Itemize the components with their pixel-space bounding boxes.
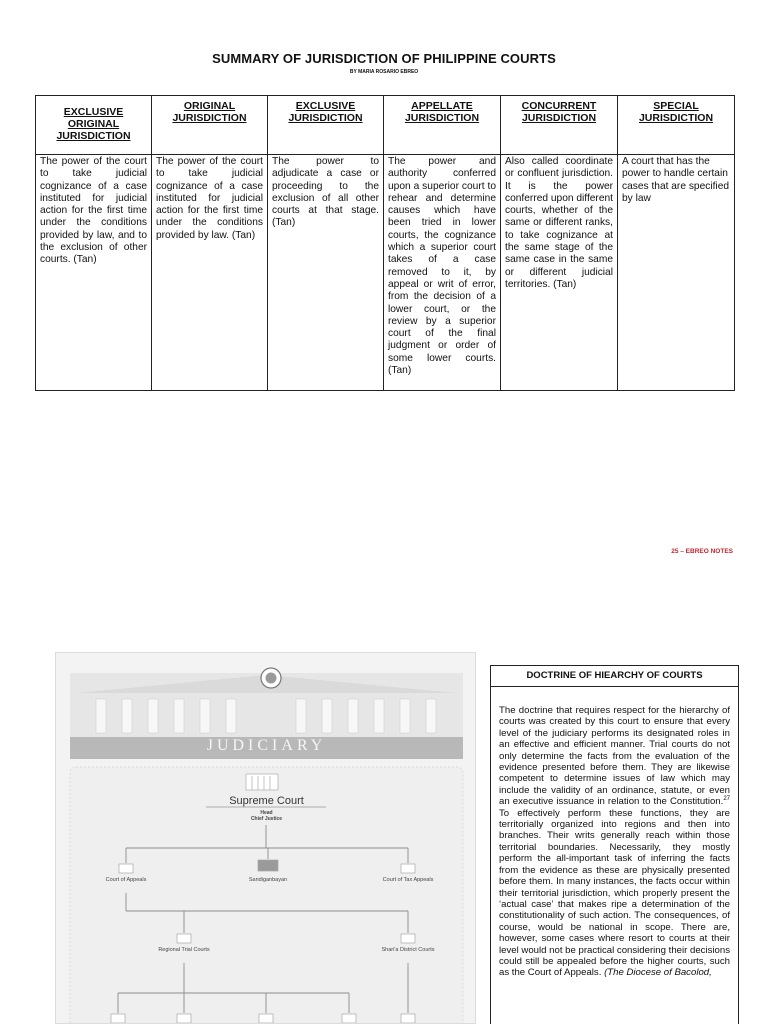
judiciary-banner: JUDICIARY bbox=[206, 737, 327, 754]
doctrine-title: DOCTRINE OF HIEARCHY OF COURTS bbox=[491, 666, 738, 687]
cell-appellate: The power and authority conferred upon a superior court to rehear and determine causes which have been tried in lower courts, the cognizance which a superior court takes of a case removed to it, by appeal or writ of error, from the decision of a lower court, or the review by a superior court of the final judgment or order of some lower courts. (Tan) bbox=[384, 155, 501, 391]
jurisdiction-table bbox=[35, 95, 735, 391]
sandiganbayan-label: Sandiganbayan bbox=[248, 877, 288, 883]
doctrine-text-part2: To effectively perform these functions, they are territorially organized into regions and then into branches. Their writs generally reach within those territorial boundaries. Necessarily, they mostly perform the all-important task of inferring the facts from the evidence as these are physically presented before them. In many instances, the facts occur within their territorial jurisdiction, which properly present the ‘actual case’ that makes ripe a determination of the constitutionality of such action. The consequences, of course, would be national in scope. There are, however, some cases where resort to courts at their level would not be practical considering their decisions could still be appealed before the higher courts, such as the Court of Appeals. bbox=[499, 807, 730, 979]
chief-justice-label: Chief Justice bbox=[250, 816, 283, 822]
court-of-tax-appeals-icon bbox=[401, 864, 415, 873]
court-of-appeals-icon bbox=[119, 864, 133, 873]
page-footer-note: 25 – EBREO NOTES bbox=[671, 548, 733, 555]
sharia-district-courts-icon bbox=[401, 934, 415, 943]
supreme-court-icon bbox=[246, 774, 278, 790]
sandiganbayan-icon bbox=[258, 860, 278, 871]
page-byline: BY MARIA ROSARIO EBREO bbox=[349, 69, 419, 75]
cell-special: A court that has the power to handle certain cases that are specified by law bbox=[618, 155, 735, 391]
doctrine-citation: (The Diocese of Bacolod, bbox=[604, 967, 712, 979]
table-header-row bbox=[36, 96, 735, 155]
header-exclusive: EXCLUSIVE JURISDICTION bbox=[268, 96, 384, 155]
head-label: Head bbox=[260, 810, 273, 816]
court-of-appeals-label: Court of Appeals bbox=[105, 877, 147, 883]
header-exclusive-original: EXCLUSIVE ORIGINAL JURISDICTION bbox=[36, 96, 152, 155]
cell-original: The power of the court to take judicial cognizance of a case instituted for judicial action for the first time under the conditions provided by law. (Tan) bbox=[152, 155, 268, 391]
footnote-ref[interactable]: 27 bbox=[723, 796, 730, 803]
header-special: SPECIAL JURISDICTION bbox=[618, 96, 735, 155]
doctrine-body bbox=[491, 687, 738, 979]
regional-trial-courts-label: Regional Trial Courts bbox=[158, 947, 210, 953]
cell-exclusive-original: The power of the court to take judicial cognizance of a case instituted for judicial action for the first time under the conditions provided by law, and to the exclusion of other courts. (Tan) bbox=[36, 155, 152, 391]
header-appellate: APPELLATE JURISDICTION bbox=[384, 96, 501, 155]
header-concurrent: CONCURRENT JURISDICTION bbox=[501, 96, 618, 155]
court-of-tax-appeals-label: Court of Tax Appeals bbox=[382, 877, 434, 883]
doctrine-box bbox=[490, 665, 739, 1024]
cell-concurrent: Also called coordinate or confluent jurisdiction. It is the power conferred upon different courts, whether of the same or different ranks, to take cognizance at the same stage of the same case in the same or different judicial territories. (Tan) bbox=[501, 155, 618, 391]
sharia-district-courts-label: Shari'a District Courts bbox=[381, 947, 435, 953]
page-title: SUMMARY OF JURISDICTION OF PHILIPPINE COURTS bbox=[212, 51, 556, 66]
cell-exclusive: The power to adjudicate a case or proceeding to the exclusion of all other courts at that stage. (Tan) bbox=[268, 155, 384, 391]
header-original: ORIGINAL JURISDICTION bbox=[152, 96, 268, 155]
judiciary-infographic bbox=[55, 652, 476, 1024]
judiciary-diagram-graphic bbox=[56, 653, 476, 1024]
doctrine-text-part1: The doctrine that requires respect for the hierarchy of courts was created by this court to ensure that every level of the judiciary performs its designated roles in an effective and efficient manner. Trial courts do not only determine the facts from the evaluation of the evidence presented before them. They are likewise competent to determine issues of law which may include the validity of an ordinance, statute, or even an executive issuance in relation to the Constitution. bbox=[499, 705, 730, 808]
regional-trial-courts-icon bbox=[177, 934, 191, 943]
table-row bbox=[36, 155, 735, 391]
supreme-court-label: Supreme Court bbox=[229, 795, 304, 807]
